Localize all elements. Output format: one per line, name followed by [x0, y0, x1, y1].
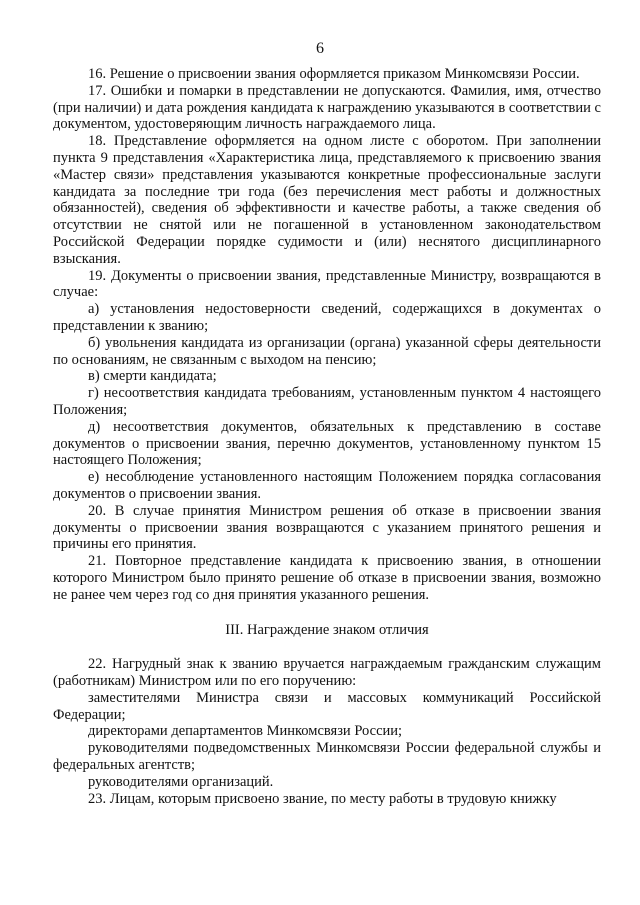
paragraph-19-d: д) несоответствия документов, обязательных к представлению в составе документов о присвоении звания, перечню документов, установленному пунктом 15 настоящего Положения;	[53, 418, 601, 469]
paragraph-19: 19. Документы о присвоении звания, представленные Министру, возвращаются в случае:	[53, 267, 601, 301]
paragraph-22-item-3: руководителями подведомственных Минкомсвязи России федеральной службы и федеральных агентств;	[53, 740, 601, 774]
paragraph-21: 21. Повторное представление кандидата к присвоению звания, в отношении которого Министром было принято решение об отказе в присвоении звания, возможно не ранее чем через год со дня принятия указанного решения.	[53, 553, 601, 603]
paragraph-17: 17. Ошибки и помарки в представлении не допускаются. Фамилия, имя, отчество (при наличии) и дата рождения кандидата к награждению указываются в соответствии с документом, удостоверяющим личность награждаемого лица.	[53, 82, 601, 133]
paragraph-19-g: г) несоответствия кандидата требованиям, установленным пунктом 4 настоящего Положения;	[53, 385, 601, 418]
paragraph-19-a: а) установления недостоверности сведений, содержащихся в документах о представлении к званию;	[53, 301, 601, 334]
paragraph-22: 22. Нагрудный знак к званию вручается награждаемым гражданским служащим (работникам) Министром или по его поручению:	[53, 656, 601, 690]
paragraph-19-v: в) смерти кандидата;	[88, 368, 217, 385]
paragraph-16: 16. Решение о присвоении звания оформляется приказом Минкомсвязи России.	[88, 66, 580, 82]
paragraph-23: 23. Лицам, которым присвоено звание, по месту работы в трудовую книжку	[88, 790, 557, 807]
paragraph-22-item-1: заместителями Министра связи и массовых коммуникаций Российской Федерации;	[53, 689, 601, 723]
paragraph-18: 18. Представление оформляется на одном листе с оборотом. При заполнении пункта 9 представления «Характеристика лица, представляемого к присвоению звания «Мастер связи» представления указываются конкретные профессиональные заслуги кандидата за последние три года (без перечисления мест работы и должностных обязанностей), сведения об эффективности и качестве работы, а также сведения об отсутствии не снятой или не погашенной в установленном законодательством Российской Федерации порядке судимости и (или) неснятого дисциплинарного взыскания.	[53, 133, 601, 267]
paragraph-19-b: б) увольнения кандидата из организации (органа) указанной сферы деятельности по основаниям, не связанным с выходом на пенсию;	[53, 334, 601, 368]
paragraph-22-item-2: директорами департаментов Минкомсвязи России;	[88, 723, 403, 740]
paragraph-22-item-4: руководителями организаций.	[88, 773, 274, 790]
paragraph-19-e: е) несоблюдение установленного настоящим Положением порядка согласования документов о присвоении звания.	[53, 469, 601, 502]
section-heading: III. Награждение знаком отличия	[225, 621, 429, 638]
paragraph-20: 20. В случае принятия Министром решения об отказе в присвоении звания документы о присвоении звания возвращаются с указанием принятого решения и причины его принятия.	[53, 502, 601, 553]
page-number: 6	[316, 40, 324, 57]
document-body	[53, 66, 601, 807]
